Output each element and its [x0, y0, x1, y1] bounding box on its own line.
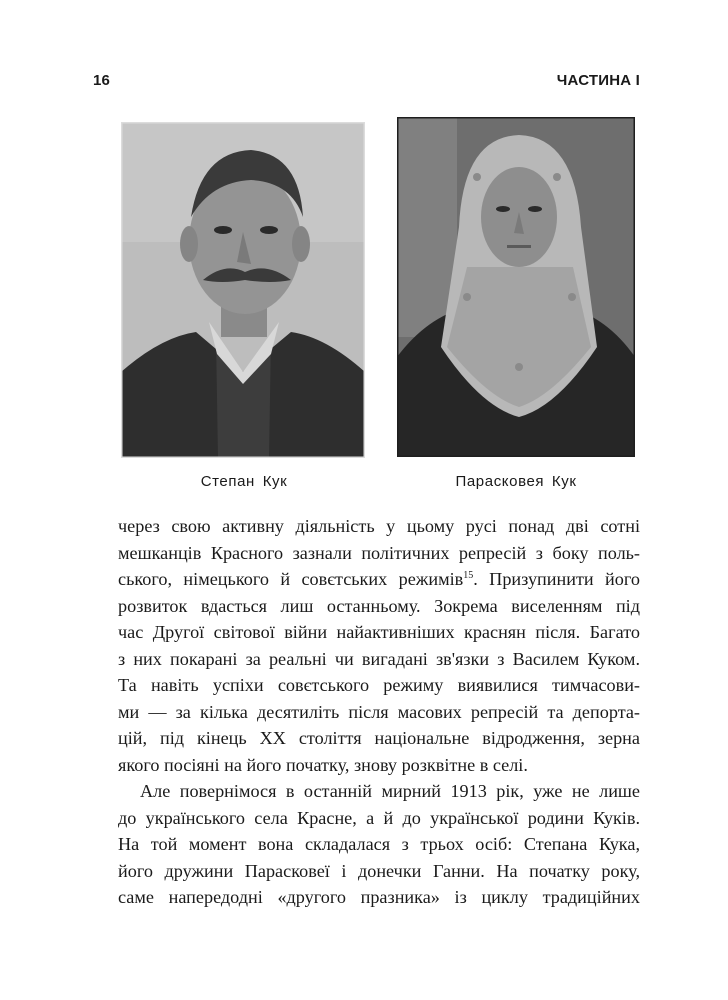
- text-line: розвиток вдасться лиш останньому. Зокрема виселенням під: [118, 595, 640, 616]
- text-line: з них покарані за реальні чи вигадані зв'язки з Василем Куком.: [118, 648, 640, 669]
- text-line: мешканців Красного зазнали політичних репресій з боку поль-: [118, 542, 640, 563]
- text-line: якого посіяні на його початку, знову розквітне в селі.: [118, 754, 528, 775]
- page-number: 16: [93, 72, 111, 89]
- text-fragment: ського, німецького й совєтських режимів: [118, 569, 464, 589]
- text-line: його дружини Парасковеї і донечки Ганни. На початку року,: [118, 860, 640, 881]
- text-line: через свою активну діяльність у цьому русі понад дві сотні: [118, 516, 640, 536]
- text-line: до українського села Красне, а й до української родини Куків.: [118, 807, 640, 828]
- text-line: Але повернімося в останній мирний 1913 рік, уже не лише: [140, 781, 640, 801]
- text-fragment: . Призупинити його: [473, 569, 640, 589]
- text-line: Та навіть успіхи совєтського режиму виявилися тимчасови-: [118, 675, 640, 695]
- text-line: [118, 566, 640, 593]
- text-line: цій, під кінець XX століття національне відродження, зерна: [118, 728, 640, 748]
- body-text: [118, 513, 640, 911]
- photo-caption-right: Парасковея Кук: [455, 473, 577, 490]
- paragraph-2: [118, 778, 640, 911]
- portrait-photo-paraskoveia: [397, 117, 635, 457]
- portrait-image-man: [121, 122, 365, 458]
- part-label: ЧАСТИНА І: [556, 72, 640, 89]
- portrait-photo-stepan: [121, 122, 365, 458]
- running-head: [93, 72, 640, 96]
- paragraph-1: [118, 513, 640, 778]
- text-line: ми — за кілька десятиліть після масових репресій та депорта-: [118, 701, 640, 722]
- text-line: саме напередодні «другого празника» із циклу традиційних: [118, 887, 640, 907]
- text-line: час Другої світової війни найактивніших краснян після. Багато: [118, 622, 640, 642]
- footnote-reference: 15: [463, 569, 474, 581]
- portrait-image-woman: [397, 117, 635, 457]
- photo-caption-left: Степан Кук: [200, 473, 288, 490]
- text-line: На той момент вона складалася з трьох осіб: Степана Кука,: [118, 834, 640, 854]
